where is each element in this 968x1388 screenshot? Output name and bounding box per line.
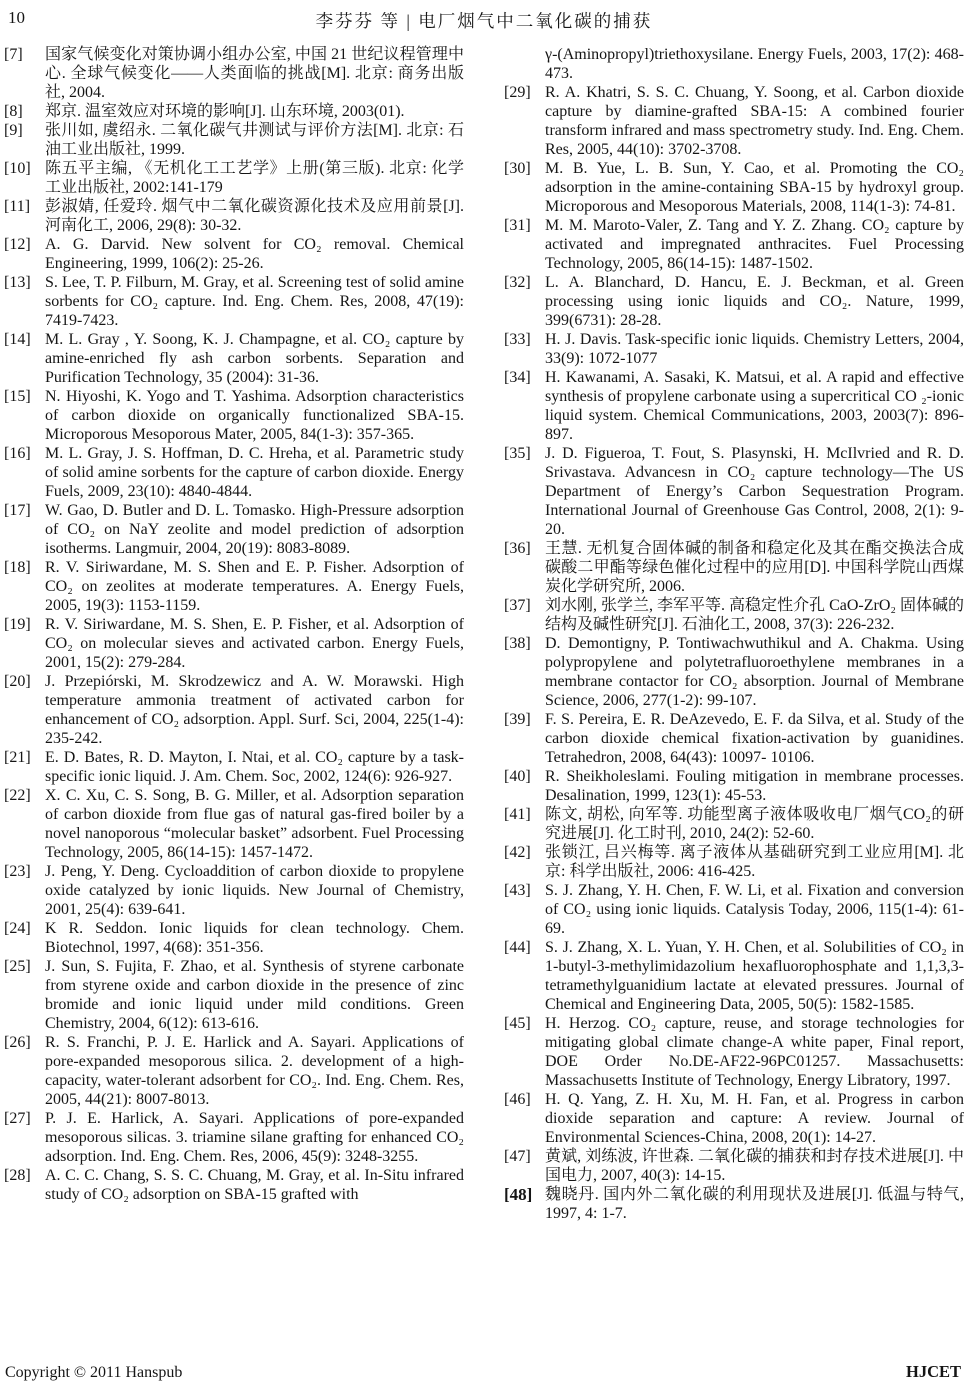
reference-number: [9] <box>4 122 23 139</box>
reference-number: [42] <box>504 844 531 861</box>
reference-item <box>4 957 464 1033</box>
reference-text: 陈文, 胡松, 向军等. 功能型离子液体吸收电厂烟气CO₂的研究进展[J]. 化工时刊, 2010, 24(2): 52-60. <box>545 806 964 842</box>
reference-item <box>504 1185 964 1223</box>
reference-item <box>504 710 964 767</box>
reference-number: [29] <box>504 84 531 101</box>
reference-number: [16] <box>4 445 31 462</box>
reference-text: L. A. Blanchard, D. Hancu, E. J. Beckman, et al. Green processing using ionic liquids and CO₂. Nature, 1999, 399(6731): 28-28. <box>545 274 964 329</box>
reference-item <box>4 330 464 387</box>
reference-text: H. Q. Yang, Z. H. Xu, M. H. Fan, et al. Progress in carbon dioxide separation and capture: A review. Journal of Environmental Sciences-China, 2008, 20(1): 14-27. <box>545 1091 964 1146</box>
reference-item <box>504 634 964 710</box>
reference-text: M. L. Gray, J. S. Hoffman, D. C. Hreha, et al. Parametric study of solid amine sorbents for the capture of carbon dioxide. Energy Fuels, 2009, 23(10): 4840-4844. <box>45 445 464 500</box>
reference-item <box>504 83 964 159</box>
reference-number: [33] <box>504 331 531 348</box>
reference-text: 魏晓丹. 国内外二氧化碳的利用现状及进展[J]. 低温与特气, 1997, 4: 1-7. <box>545 1186 964 1222</box>
reference-number: [10] <box>4 160 31 177</box>
reference-text: K R. Seddon. Ionic liquids for clean technology. Chem. Biotechnol, 1997, 4(68): 351-356. <box>45 920 464 956</box>
reference-number: [44] <box>504 939 531 956</box>
reference-number: [37] <box>504 597 531 614</box>
reference-item <box>4 748 464 786</box>
reference-item <box>504 159 964 216</box>
reference-text: 王慧. 无机复合固体碱的制备和稳定化及其在酯交换法合成碳酸二甲酯等绿色催化过程中的应用[D]. 中国科学院山西煤炭化学研究所, 2006. <box>545 540 964 595</box>
reference-text: S. J. Zhang, Y. H. Chen, F. W. Li, et al. Fixation and conversion of CO₂ using ionic liquids. Catalysis Today, 2006, 115(1-4): 61-69. <box>545 882 964 937</box>
reference-text: J. Sun, S. Fujita, F. Zhao, et al. Synthesis of styrene carbonate from styrene oxide and carbon dioxide in the presence of zinc bromide and ionic liquid under mild conditions. Green Chemistry, 2004, 6(12): 613-616. <box>45 958 464 1032</box>
reference-item <box>4 159 464 197</box>
reference-number: [31] <box>504 217 531 234</box>
reference-text: H. Herzog. CO₂ capture, reuse, and storage technologies for mitigating global climate change-A white paper, Final report, DOE Order No.DE-AF22-96PC01257. Massachusetts: Massachusetts Institute of Technology, Energy Libratory, 1997. <box>545 1015 964 1089</box>
reference-text: A. G. Darvid. New solvent for CO₂ removal. Chemical Engineering, 1999, 106(2): 25-26. <box>45 236 464 272</box>
reference-item <box>4 102 464 121</box>
reference-item <box>4 235 464 273</box>
reference-text: 国家气候变化对策协调小组办公室, 中国 21 世纪议程管理中心. 全球气候变化——人类面临的挑战[M]. 北京: 商务出版社, 2004. <box>45 46 464 101</box>
reference-number: [45] <box>504 1015 531 1032</box>
reference-item <box>4 786 464 862</box>
reference-number: [12] <box>4 236 31 253</box>
reference-item <box>4 615 464 672</box>
reference-number: [18] <box>4 559 31 576</box>
reference-text: E. D. Bates, R. D. Mayton, I. Ntai, et al. CO₂ capture by a task-specific ionic liquid. J. Am. Chem. Soc, 2002, 124(6): 926-927. <box>45 749 464 785</box>
reference-item <box>4 1166 464 1204</box>
reference-item <box>504 1090 964 1147</box>
reference-text: D. Demontigny, P. Tontiwachwuthikul and A. Chakma. Using polypropylene and polytetrafluoroethylene membranes in a membrane contactor for CO₂ absorption. Journal of Membrane Science, 2006, 277(1-2): 99-107. <box>545 635 964 709</box>
reference-item <box>4 387 464 444</box>
references-section <box>4 45 964 1223</box>
reference-text: M. M. Maroto-Valer, Z. Tang and Y. Z. Zhang. CO₂ capture by activated and impregnated anthracites. Fuel Processing Technology, 2005, 86(14-15): 1487-1502. <box>545 217 964 272</box>
references-column-left <box>4 45 464 1223</box>
reference-number: [34] <box>504 369 531 386</box>
reference-text: R. S. Franchi, P. J. E. Harlick and A. Sayari. Applications of pore-expanded mesoporous silica. 2. development of a high-capacity, water-tolerant adsorbent for CO₂. Ind. Eng. Chem. Res, 2005, 44(21): 8007-8013. <box>45 1034 464 1108</box>
reference-number: [25] <box>4 958 31 975</box>
reference-item <box>504 368 964 444</box>
reference-text: J. Peng, Y. Deng. Cycloaddition of carbon dioxide to propylene oxide catalyzed by ionic liquids. New Journal of Chemistry, 2001, 25(4): 639-641. <box>45 863 464 918</box>
reference-number: [36] <box>504 540 531 557</box>
journal-code: HJCET <box>905 1362 961 1381</box>
reference-text: P. J. E. Harlick, A. Sayari. Applications of pore-expanded mesoporous silicas. 3. triamine silane grafting for enhanced CO₂ adsorption. Ind. Eng. Chem. Res, 2006, 45(9): 3248-3255. <box>45 1110 464 1165</box>
reference-text: R. V. Siriwardane, M. S. Shen and E. P. Fisher. Adsorption of CO₂ on zeolites at moderate temperatures. A. Energy Fuels, 2005, 19(3): 1153-1159. <box>45 559 464 614</box>
reference-number: [17] <box>4 502 31 519</box>
page-footer <box>5 1362 961 1382</box>
reference-text: S. Lee, T. P. Filburn, M. Gray, et al. Screening test of solid amine sorbents for CO₂ capture. Ind. Eng. Chem. Res, 2008, 47(19): 7419-7423. <box>45 274 464 329</box>
reference-item <box>504 539 964 596</box>
reference-number: [41] <box>504 806 531 823</box>
reference-number: [35] <box>504 445 531 462</box>
reference-item <box>504 444 964 539</box>
reference-item <box>504 273 964 330</box>
reference-text: 张川如, 虞绍永. 二氧化碳气井测试与评价方法[M]. 北京: 石油工业出版社, 1999. <box>45 122 464 158</box>
reference-text: S. J. Zhang, X. L. Yuan, Y. H. Chen, et al. Solubilities of CO₂ in 1-butyl-3-methylimidazolium hexafluorophosphate and 1,1,3,3-tetramethylguanidium lactate at elevated pressures. Journal of Chemical and Engineering Data, 2005, 50(5): 1582-1585. <box>545 939 964 1013</box>
reference-text: 陈五平主编, 《无机化工工艺学》上册(第三版). 北京: 化学工业出版社, 2002:141-179 <box>45 160 464 196</box>
reference-text: W. Gao, D. Butler and D. L. Tomasko. High-Pressure adsorption of CO₂ on NaY zeolite and model prediction of adsorption isotherms. Langmuir, 2004, 20(19): 8083-8089. <box>45 502 464 557</box>
reference-item <box>4 672 464 748</box>
reference-item <box>504 843 964 881</box>
reference-text: H. Kawanami, A. Sasaki, K. Matsui, et al. A rapid and effective synthesis of propylene carbonate using a supercritical CO ₂-ionic liquid system. Chemical Communications, 2003, 2003(7): 896-897. <box>545 369 964 443</box>
reference-item <box>4 444 464 501</box>
reference-item <box>504 881 964 938</box>
reference-item <box>504 1147 964 1185</box>
reference-number: [30] <box>504 160 531 177</box>
reference-number: [19] <box>4 616 31 633</box>
reference-text: γ-(Aminopropyl)triethoxysilane. Energy Fuels, 2003, 17(2): 468-473. <box>545 46 964 82</box>
reference-number: [24] <box>4 920 31 937</box>
reference-item <box>504 216 964 273</box>
copyright-text: Copyright © 2011 Hanspub <box>5 1364 183 1381</box>
reference-number: [43] <box>504 882 531 899</box>
reference-number: [15] <box>4 388 31 405</box>
reference-number: [8] <box>4 103 23 120</box>
reference-number: [28] <box>4 1167 31 1184</box>
reference-number <box>504 45 545 83</box>
reference-number: [40] <box>504 768 531 785</box>
reference-number: [26] <box>4 1034 31 1051</box>
reference-text: 刘水刚, 张学兰, 李军平等. 高稳定性介孔 CaO-ZrO₂ 固体碱的结构及碱性研究[J]. 石油化工, 2008, 37(3): 226-232. <box>545 597 964 633</box>
reference-number: [14] <box>4 331 31 348</box>
reference-text: M. L. Gray , Y. Soong, K. J. Champagne, et al. CO₂ capture by amine-enriched fly ash carbon sorbents. Separation and Purification Technology, 35 (2004): 31-36. <box>45 331 464 386</box>
reference-number: [48] <box>504 1185 533 1204</box>
reference-number: [13] <box>4 274 31 291</box>
reference-item <box>504 1014 964 1090</box>
reference-text: 彭淑婧, 任爱玲. 烟气中二氧化碳资源化技术及应用前景[J]. 河南化工, 2006, 29(8): 30-32. <box>45 198 464 234</box>
reference-number: [11] <box>4 198 31 215</box>
reference-item <box>4 45 464 102</box>
reference-text: M. B. Yue, L. B. Sun, Y. Cao, et al. Promoting the CO₂ adsorption in the amine-containing SBA-15 by hydroxyl group. Microporous and Mesoporous Materials, 2008, 114(1-3): 74-81. <box>545 160 964 215</box>
reference-number: [23] <box>4 863 31 880</box>
reference-item <box>4 273 464 330</box>
reference-text: J. D. Figueroa, T. Fout, S. Plasynski, H. McIlvried and R. D. Srivastava. Advancesn in CO₂ capture technology—The US Department of Energy’s Carbon Sequestration Program. International Journal of Greenhouse Gas Control, 2008, 2(1): 9-20. <box>545 445 964 538</box>
reference-text: H. J. Davis. Task-specific ionic liquids. Chemistry Letters, 2004, 33(9): 1072-1077 <box>545 331 964 367</box>
reference-text: X. C. Xu, C. S. Song, B. G. Miller, et al. Adsorption separation of carbon dioxide from flue gas of natural gas-fired boiler by a novel nanoporous “molecular basket” adsorbent. Fuel Processing Technology, 2005, 86(14-15): 1457-1472. <box>45 787 464 861</box>
reference-item <box>504 596 964 634</box>
reference-number: [7] <box>4 46 23 63</box>
reference-number: [32] <box>504 274 531 291</box>
reference-text: 郑京. 温室效应对环境的影响[J]. 山东环境, 2003(01). <box>45 103 405 120</box>
reference-item <box>4 197 464 235</box>
reference-number: [47] <box>504 1148 531 1165</box>
reference-text: 黄斌, 刘练波, 许世森. 二氧化碳的捕获和封存技术进展[J]. 中国电力, 2007, 40(3): 14-15. <box>545 1148 964 1184</box>
reference-number: [21] <box>4 749 31 766</box>
reference-text: R. V. Siriwardane, M. S. Shen, E. P. Fisher, et al. Adsorption of CO₂ on molecular sieves and activated carbon. Energy Fuels, 2001, 15(2): 279-284. <box>45 616 464 671</box>
reference-text: R. A. Khatri, S. S. C. Chuang, Y. Soong, et al. Carbon dioxide capture by diamine-grafted SBA-15: A combined fourier transform infrared and mass spectrometry study. Ind. Eng. Chem. Res, 2005, 44(10): 3702-3708. <box>545 84 964 158</box>
reference-item <box>4 1109 464 1166</box>
references-column-right <box>504 45 964 1223</box>
reference-number: [27] <box>4 1110 31 1127</box>
reference-item <box>4 121 464 159</box>
page-number: 10 <box>8 8 25 27</box>
reference-text: N. Hiyoshi, K. Yogo and T. Yashima. Adsorption characteristics of carbon dioxide on organically functionalized SBA-15. Microporous Mesoporous Mater, 2005, 84(1-3): 357-365. <box>45 388 464 443</box>
reference-item <box>4 862 464 919</box>
reference-item <box>504 805 964 843</box>
reference-item <box>4 1033 464 1109</box>
reference-number: [46] <box>504 1091 531 1108</box>
reference-item <box>504 330 964 368</box>
reference-item <box>504 938 964 1014</box>
reference-item <box>504 767 964 805</box>
reference-text: J. Przepiórski, M. Skrodzewicz and A. W. Morawski. High temperature ammonia treatment of activated carbon for enhancement of CO₂ adsorption. Appl. Surf. Sci, 2004, 225(1-4): 235-242. <box>45 673 464 747</box>
reference-text: R. Sheikholeslami. Fouling mitigation in membrane processes. Desalination, 1999, 123(1): 45-53. <box>545 768 964 804</box>
reference-number: [38] <box>504 635 531 652</box>
reference-text: 张锁江, 吕兴梅等. 离子液体从基础研究到工业应用[M]. 北京: 科学出版社, 2006: 416-425. <box>545 844 964 880</box>
page-title: 李芬芬 等 | 电厂烟气中二氧化碳的捕获 <box>315 11 653 31</box>
reference-item <box>4 919 464 957</box>
reference-item <box>4 558 464 615</box>
reference-item <box>504 45 964 83</box>
reference-number: [22] <box>4 787 31 804</box>
reference-text: A. C. C. Chang, S. S. C. Chuang, M. Gray, et al. In-Situ infrared study of CO₂ adsorption on SBA-15 grafted with <box>45 1167 464 1203</box>
reference-text: F. S. Pereira, E. R. DeAzevedo, E. F. da Silva, et al. Study of the carbon dioxide chemical fixation-activation by guanidines. Tetrahedron, 2008, 64(43): 10097- 10106. <box>545 711 964 766</box>
reference-number: [20] <box>4 673 31 690</box>
reference-number: [39] <box>504 711 531 728</box>
reference-item <box>4 501 464 558</box>
page-header <box>8 6 960 34</box>
